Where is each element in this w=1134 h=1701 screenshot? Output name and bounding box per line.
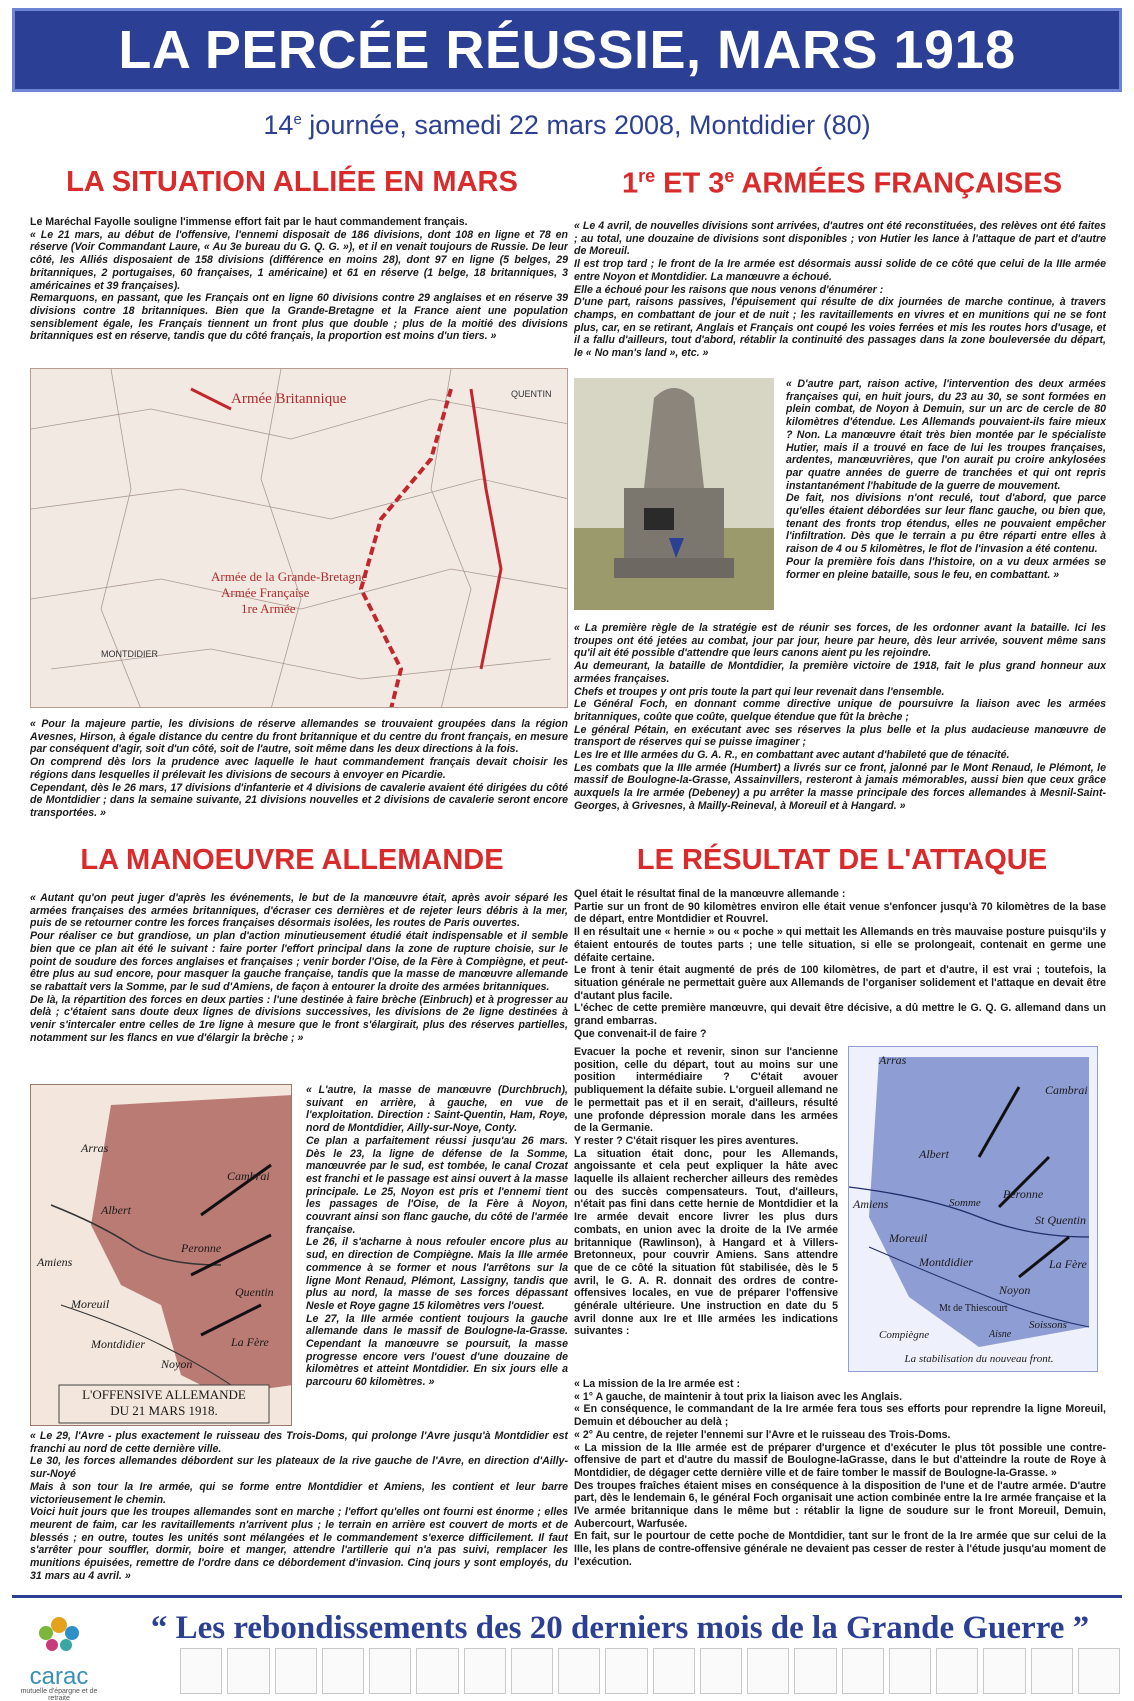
- map4-label-noyon: Noyon: [999, 1283, 1031, 1297]
- map4-label-st-quentin: St Quentin: [1035, 1213, 1086, 1227]
- armees-paragraph: Le général Pétain, en exécutant avec ses réserves la plus belle et la plus audacieuse manœuvre de transport de réserves qui se puisse imaginer ;: [574, 723, 1106, 749]
- partner-logo: [275, 1648, 317, 1694]
- map-label-armee-francaise: Armée Française: [221, 585, 310, 600]
- monument-photo-drawing: [574, 378, 774, 610]
- manoeuvre-paragraph: De là, la répartition des forces en deux parties : l'une destinée à faire brèche (Einbruch) et à progresser au delà ; c'étaient sans doute deux lignes de divisions successives, les divisions de 2e ligne destinées à venir s'intercaler entre celles de 1re ligne à mesure que le front s'élargirait, plus des réserves partielles, notamment sur les flancs en vue d'élargir la brèche ; »: [30, 993, 568, 1044]
- partner-logo: [747, 1648, 789, 1694]
- resultat-paragraph: Partie sur un front de 90 kilomètres environ elle était venue s'enfoncer jusqu'à 70 kilomètres de la base de départ, entre Montdidier et Rouvrel.: [574, 900, 1106, 926]
- manoeuvre-paragraph: « Autant qu'on peut juger d'après les événements, le but de la manœuvre était, après avoir séparé les armées françaises des armées britanniques, d'écraser ces dernières et de rejeter leurs débris à la mer, puis de se retourner contre les forces françaises désormais isolées, les routes de Paris ouvertes.: [30, 892, 568, 930]
- map3-label-arras: Arras: [81, 1141, 109, 1155]
- map4-label-moreuil: Moreuil: [889, 1231, 928, 1245]
- section-title-manoeuvre: LA MANOEUVRE ALLEMANDE: [80, 844, 504, 876]
- map3-label-quentin: Quentin: [235, 1285, 274, 1299]
- resultat-paragraph: « La mission de la Ire armée est :: [574, 1378, 741, 1390]
- manoeuvre-paragraph: Voici huit jours que les troupes allemandes sont en marche ; l'effort qu'elles ont fourni est énorme ; elles meurent de faim, car les ravitaillements n'arrivent plus ; le terrain en arrière est couvert de morts et de blessés ; en outre, toutes les unités sont mélangées et le commandement s'exerce difficilement. Il faut s'arrêter pour souffler, dormir, boire et manger, attendre l'artillerie qui n'a pas suivi, remplacer les munitions épuisées, remettre de l'ordre dans ce débordement d'invasion. Cinq jours y sont employés, du 31 mars au 4 avril. »: [30, 1506, 568, 1582]
- map4-label-albert: Albert: [919, 1147, 949, 1161]
- armees-paragraph: Chefs et troupes y ont pris toute la part qui leur revenait dans l'ensemble.: [574, 685, 945, 698]
- armees-paragraph: Les Ire et IIIe armées du G. A. R., en combattant avec autant d'habileté que de ténacité.: [574, 749, 1010, 762]
- situation-text-bottom: [30, 718, 568, 828]
- resultat-text-top: [574, 888, 1106, 1044]
- partner-logo: [1078, 1648, 1120, 1694]
- map-offensive-allemande: [30, 1084, 292, 1426]
- partner-logo: [464, 1648, 506, 1694]
- armees-text-beside-photo: [786, 378, 1106, 614]
- map4-label-arras: Arras: [879, 1053, 907, 1067]
- map3-label-moreuil: Moreuil: [71, 1297, 110, 1311]
- carac-tagline: mutuelle d'épargne et de retraite: [20, 1688, 98, 1701]
- armees-paragraph: « D'autre part, raison active, l'intervention des deux armées françaises qui, en huit jours, du 23 au 30, se sont formées en plein combat, de Noyon à Demuin, sur un arc de cercle de 80 kilomètres d'étendue. Les Allemands pouvaient-ils faire mieux ? Non. La manœuvre était très bien montée par le spécialiste Hutier, mais il a trouvé en face de lui les troupes françaises, ardentes, manœuvrières, que l'on aurait pu croire ankylosées par quatre années de guerre de tranchées et qui ont repris instantanément l'habitude de la guerre de mouvement.: [786, 378, 1106, 492]
- section-title-situation: LA SITUATION ALLIÉE EN MARS: [66, 166, 518, 198]
- armees-text-top: [574, 220, 1106, 370]
- armees-paragraph: D'une part, raisons passives, l'épuisement qui résulte de dix journées de marche continue, à travers champs, en combattant de jour et de nuit ; les ravitaillements en vivres et en munitions qui ne se font plus, car, en se retirant, Anglais et Français ont coupé les voies ferrées et mis les routes hors d'usage, et il a fallu d'ailleurs, tout d'abord, rétablir la continuité des passages dans la zone bouleversée du départ, le « No man's land », etc. »: [574, 296, 1106, 360]
- armees-paragraph: « La première règle de la stratégie est de réunir ses forces, de les ordonner avant la bataille. Ici les troupes ont été jetées au combat, jour par jour, heure par heure, dès leur arrivée, souvent même sans qu'il ait été possible d'attendre que leurs canons aient pu les rejoindre.: [574, 622, 1106, 660]
- partner-logo: [1031, 1648, 1073, 1694]
- manoeuvre-paragraph: Ce plan a parfaitement réussi jusqu'au 26 mars. Dès le 23, la ligne de défense de la Somme, manœuvrée par le sud, est tombée, le canal Crozat est franchi et le passage est ainsi ouvert à la masse principale. Le 25, Noyon est pris et l'ennemi tient les passages de l'Oise, de la Fère à Noyon, couvrant ainsi son flanc gauche, du côté de l'armée française.: [306, 1134, 568, 1236]
- partner-logo: [322, 1648, 364, 1694]
- footer-slogan: “ Les rebondissements des 20 derniers mois de la Grande Guerre ”: [150, 1610, 1090, 1646]
- section-title-armees: [572, 166, 1112, 201]
- map3-label-cambrai: Cambrai: [227, 1169, 270, 1183]
- resultat-paragraph: En fait, sur le pourtour de cette poche de Montdidier, tant sur le front de la Ire armée que sur celui de la IIIe, les plans de contre-offensive générale ne devaient pas cesser de rester à l'étude jusqu'au moment de l'exécution.: [574, 1530, 1106, 1568]
- map-allied-situation: [30, 368, 568, 708]
- map3-caption-line1: L'OFFENSIVE ALLEMANDE: [82, 1387, 246, 1402]
- partner-logo: [369, 1648, 411, 1694]
- manoeuvre-paragraph: Pour réaliser ce but grandiose, un plan d'action minutieusement étudié était indispensable et il semble bien que ce plan ait été le suivant : faire porter l'effort principal dans la zone de rupture choisie, sur le point de soudure des forces anglaises et françaises ; venir border l'Oise, de la Fère à Compiègne, et peut-être plus au sud encore, pour masquer la gauche française, tandis que la masse de manœuvre allemande se rabattait vers la Somme, par le sud d'Amiens, de façon à entourer la droite des armées britanniques.: [30, 930, 568, 993]
- manoeuvre-text-beside-map: [306, 1084, 568, 1426]
- map4-label-aisne: Aisne: [989, 1329, 1012, 1340]
- partner-logo: [416, 1648, 458, 1694]
- situation-paragraph: « Le 21 mars, au début de l'offensive, l'ennemi disposait de 186 divisions, dont 108 en ligne et 78 en réserve (Voir Commandant Laure, « Au 3e bureau du G. Q. G. »), et il en venait toujours de Russie. De leur côté, les Alliés disposaient de 158 divisions (différence en moins 28), dont 97 en ligne (5 belges, 29 britanniques, 2 portugaises, 60 françaises, 1 américaine) et 61 en réserve (1 belge, 18 britanniques, 3 américaines et 39 françaises).: [30, 228, 568, 292]
- resultat-paragraph: Il en résultait une « hernie » ou « poche » qui mettait les Allemands en très mauvaise posture puisqu'ils y étaient entourés de toutes parts ; une telle situation, si elle se prolongeait, contenait en germe une défaite certaine.: [574, 926, 1106, 964]
- partner-logo: [983, 1648, 1025, 1694]
- partner-logo: [889, 1648, 931, 1694]
- partner-logo: [936, 1648, 978, 1694]
- map4-label-la-fere: La Fère: [1049, 1257, 1087, 1271]
- armees-paragraph: Les combats que la IIIe armée (Humbert) a livrés sur ce front, jalonné par le Mont Renaud, le Plémont, le massif de Boulogne-la-Grasse, Assainvillers, resteront à jamais mémorables, aussi bien que ceux grâce auxquels la Ire armée (Debeney) a pu arrêter la masse principale des forces allemandes à Mesnil-Saint-Georges, à Grivesnes, à Mailly-Reineval, à Moreuil et à Hangard. »: [574, 761, 1106, 812]
- partner-logo: [700, 1648, 742, 1694]
- resultat-paragraph: La situation était donc, pour les Allemands, angoissante et cela peut expliquer la hâte avec laquelle ils allaient rechercher ailleurs des remèdes ou des succès compensateurs. Tout, d'ailleurs, n'était pas fini dans cette hernie de Montdidier et la Ire armée devait encore livrer les plus durs combats, en union avec la droite de la IVe armée britannique (Rawlinson), à Hangard et à Villers-Bretonneux, pour couvrir Amiens. Sans attendre que de ce côté la situation fût stabilisée, dès le 5 avril, le G. A. R. donnait des ordres de contre-offensives locales, en vue de préparer l'offensive générale ultérieure. Une instruction en date du 5 avril donne aux Ire et IIIe armées les indications suivantes :: [574, 1147, 838, 1338]
- resultat-paragraph: Que convenait-il de faire ?: [574, 1027, 707, 1040]
- map-label-armee-britannique: Armée Britannique: [231, 391, 347, 407]
- armees-text-bottom: [574, 622, 1106, 828]
- partner-logo: [653, 1648, 695, 1694]
- map4-label-somme: Somme: [949, 1197, 981, 1209]
- armees-title-sup1: re: [638, 166, 656, 186]
- partner-logo: [558, 1648, 600, 1694]
- map3-label-peronne: Peronne: [181, 1241, 222, 1255]
- manoeuvre-paragraph: Le 27, la IIIe armée contient toujours la gauche allemande dans le massif de Boulogne-la-Grasse. Cependant la manœuvre se poursuit, la masse progresse encore vers l'ouest d'une douzaine de kilomètres et atteint Montdidier. En six jours elle a parcouru 60 kilomètres. »: [306, 1312, 568, 1389]
- armees-title-end: ARMÉES FRANÇAISES: [734, 167, 1063, 200]
- partner-logo: [180, 1648, 222, 1694]
- situation-text-top: [30, 216, 568, 356]
- partner-logo: [511, 1648, 553, 1694]
- resultat-text-beside-map: [574, 1046, 838, 1376]
- situation-paragraph: Cependant, dès le 26 mars, 17 divisions d'infanterie et 4 divisions de cavalerie avaient été dirigées du côté de Montdidier ; dans la semaine suivante, 21 divisions nouvelles et 2 divisions de cavalerie seront encore transportées. »: [30, 781, 568, 819]
- partner-logo: [605, 1648, 647, 1694]
- resultat-paragraph: « En conséquence, le commandant de la Ire armée fera tous ses efforts pour reprendre la ligne Moreuil, Demuin et déboucher au delà ;: [574, 1403, 1106, 1429]
- armees-title-num1: 1: [621, 167, 639, 200]
- map3-label-albert: Albert: [101, 1203, 131, 1217]
- map-stabilisation: [848, 1046, 1098, 1372]
- situation-paragraph: Remarquons, en passant, que les Français ont en ligne 60 divisions contre 29 anglaises et en réserve 39 divisions contre 18 britanniques. Bien que la Grande-Bretagne et la France aient une population sensiblement égale, les Français tiennent un front plus que double ; plus de la moitié des divisions britanniques est en réserve, tandis que du côté français, la proportion est moins d'un tiers. »: [30, 292, 568, 343]
- partner-logo: [227, 1648, 269, 1694]
- map4-label-amiens: Amiens: [853, 1197, 889, 1211]
- armees-paragraph: De fait, nos divisions n'ont reculé, tout d'abord, que parce qu'elles étaient débordées sur leur flanc gauche, ou bien que, tenant des fronts trop étendus, elles ne pouvaient empêcher l'infiltration. Dès que le terrain a pu être réparti entre elles à raison de 4 ou 5 kilomètres, le flot de l'invasion a été contenu.: [786, 492, 1106, 556]
- carac-logo: [14, 1605, 104, 1701]
- map-label-quentin: QUENTIN: [511, 389, 552, 399]
- situation-intro: Le Maréchal Fayolle souligne l'immense effort fait par le haut commandement français.: [30, 216, 468, 228]
- section-title-resultat: LE RÉSULTAT DE L'ATTAQUE: [636, 844, 1048, 876]
- map4-label-thiescourt: Mt de Thiescourt: [939, 1303, 1008, 1314]
- resultat-paragraph: Evacuer la poche et revenir, sinon sur l'ancienne position, celle du départ, tout au moins sur une position intermédiaire ? C'était avouer publiquement la défaite subie. L'orgueil allemand ne le permettait pas et il en serait, d'ailleurs, résulté une profonde dépression morale dans les armées de la Germanie.: [574, 1046, 838, 1135]
- situation-paragraph: « Pour la majeure partie, les divisions de réserve allemandes se trouvaient groupées dans la région Avesnes, Hirson, à égale distance du centre du front britannique et du centre du front français, en mesure par conséquent d'agir, soit d'un côté, soit de l'autre, soit même dans les deux directions à la fois.: [30, 718, 568, 756]
- armees-paragraph: Il est trop tard ; le front de la Ire armée est désormais aussi solide de ce côté que celui de la IIIe armée entre Noyon et Montdidier. La manœuvre a échoué.: [574, 258, 1106, 283]
- resultat-paragraph: « 2° Au centre, de rejeter l'ennemi sur l'Avre et le ruisseau des Trois-Doms.: [574, 1428, 951, 1441]
- manoeuvre-paragraph: « Le 29, l'Avre - plus exactement le ruisseau des Trois-Doms, qui prolonge l'Avre jusqu'à Montdidier est franchi au nord de cette dernière ville.: [30, 1430, 568, 1455]
- page-title: LA PERCÉE RÉUSSIE, MARS 1918: [118, 20, 1016, 80]
- monument-photo: [574, 378, 774, 610]
- armees-paragraph: Au demeurant, la bataille de Montdidier, la première victoire de 1918, fait le plus grand honneur aux armées françaises.: [574, 660, 1106, 685]
- resultat-paragraph: « 1° A gauche, de maintenir à tout prix la liaison avec les Anglais.: [574, 1390, 903, 1403]
- resultat-paragraph: Y rester ? C'était risquer les pires aventures.: [574, 1134, 799, 1147]
- partner-logo: [794, 1648, 836, 1694]
- footer-divider: [12, 1595, 1122, 1598]
- armees-title-mid: ET 3: [655, 167, 725, 200]
- situation-paragraph: On comprend dès lors la prudence avec laquelle le haut commandement français devait choisir les régions dans lesquelles il prélevait les divisions de secours à envoyer en Picardie.: [30, 756, 568, 781]
- armees-paragraph: « Le 4 avril, de nouvelles divisions sont arrivées, d'autres ont été reconstituées, des relèves ont été faites ; au total, une douzaine de divisions sont disponibles ; von Hutier les lance à l'attaque de part et d'autre de Moreuil.: [574, 220, 1106, 258]
- map4-label-soissons: Soissons: [1029, 1319, 1067, 1331]
- map-label-1re-armee: 1re Armée: [241, 601, 296, 616]
- map3-label-noyon: Noyon: [161, 1357, 193, 1371]
- resultat-paragraph: L'échec de cette première manœuvre, qui devait être décisive, a dû mettre le G. Q. G. allemand dans un grand embarras.: [574, 1002, 1106, 1028]
- carac-brand: carac: [29, 1663, 89, 1690]
- resultat-paragraph: « La mission de la IIIe armée est de préparer d'urgence et d'exécuter le plus tôt possible une contre-offensive de part et d'autre du massif de Boulogne-laGrasse, dans le but d'atteindre la route de Roye à Montdidier, de dégager cette dernière ville et de faire tomber le massif de Boulogne-la-Grasse. »: [574, 1441, 1106, 1479]
- manoeuvre-text-bottom: [30, 1430, 568, 1590]
- resultat-paragraph: Le front à tenir était augmenté de prés de 100 kilomètres, de part et d'autre, il est vrai ; toutefois, la situation générale ne permettait guère aux Allemands de l'organiser solidement et l'attaque en devait être d'autant plus facile.: [574, 964, 1106, 1002]
- map4-label-compiegne: Compiègne: [879, 1329, 930, 1341]
- manoeuvre-paragraph: « L'autre, la masse de manœuvre (Durchbruch), suivant en arrière, à gauche, en vue de l'exploitation. Direction : Saint-Quentin, Ham, Roye, nord de Montdidier, Ailly-sur-Noye, Conty.: [306, 1084, 568, 1135]
- map4-label-montdidier: Montdidier: [919, 1255, 973, 1269]
- map3-caption-line2: DU 21 MARS 1918.: [110, 1403, 218, 1418]
- map-label-montdidier: MONTDIDIER: [101, 649, 158, 659]
- page-subtitle: [0, 110, 1134, 141]
- manoeuvre-text-top: [30, 892, 568, 1078]
- partner-logos: [180, 1648, 1120, 1694]
- map3-label-amiens: Amiens: [37, 1255, 73, 1269]
- subtitle-number: 14: [263, 110, 294, 140]
- armees-paragraph: Pour la première fois dans l'histoire, on a vu deux armées se former en pleine bataille, sous le feu, en combattant. »: [786, 555, 1106, 581]
- map4-label-peronne: Peronne: [1003, 1187, 1044, 1201]
- map3-label-montdidier: Montdidier: [91, 1337, 145, 1351]
- manoeuvre-paragraph: Le 30, les forces allemandes débordent sur les plateaux de la rive gauche de l'Avre, en direction d'Ailly-sur-Noyé: [30, 1455, 568, 1481]
- map-label-armee-gb: Armée de la Grande-Bretagne: [211, 569, 368, 584]
- map4-label-cambrai: Cambrai: [1045, 1083, 1088, 1097]
- carac-flower-icon: [14, 1605, 104, 1661]
- manoeuvre-paragraph: Mais à son tour la Ire armée, qui se forme entre Montdidier et Amiens, les contient et leur barre victorieusement le chemin.: [30, 1480, 568, 1506]
- armees-paragraph: Elle a échoué pour les raisons que nous venons d'énumérer :: [574, 283, 884, 296]
- resultat-paragraph: Quel était le résultat final de la manœuvre allemande :: [574, 888, 846, 900]
- resultat-text-bottom: [574, 1378, 1106, 1592]
- armees-title-sup2: e: [724, 166, 735, 186]
- manoeuvre-paragraph: Le 26, il s'acharne à nous refouler encore plus au sud, en direction de Compiègne. Mais la IIIe armée commence à se former et nous l'arrêtons sur la ligne Mont Renaud, Plémont, Lassigny, tandis que plus au nord, la masse de ses forces dépassant Nesle et Roye gagne 15 kilomètres vers l'ouest.: [306, 1236, 568, 1312]
- partner-logo: [842, 1648, 884, 1694]
- map3-label-la-fere: La Fère: [231, 1335, 269, 1349]
- subtitle-sup: e: [293, 111, 302, 128]
- title-banner: [12, 8, 1122, 92]
- map4-caption: La stabilisation du nouveau front.: [904, 1353, 1054, 1365]
- resultat-paragraph: Des troupes fraîches étaient mises en conséquence à la disposition de l'une et de l'autre armée. D'autre part, dès le lendemain 6, le général Foch organisait une action combinée entre la Ire armée française et la IVe armée britannique dans le même but : rétablir la ligne de soudure sur le front Moreuil, Demuin, Aubercourt, Warfusée.: [574, 1479, 1106, 1530]
- subtitle-text: journée, samedi 22 mars 2008, Montdidier (80): [301, 110, 871, 140]
- armees-paragraph: Le Général Foch, en donnant comme directive unique de poursuivre la liaison avec les armées britanniques, coûte que coûte, quelque étendue que fût la brèche ;: [574, 698, 1106, 723]
